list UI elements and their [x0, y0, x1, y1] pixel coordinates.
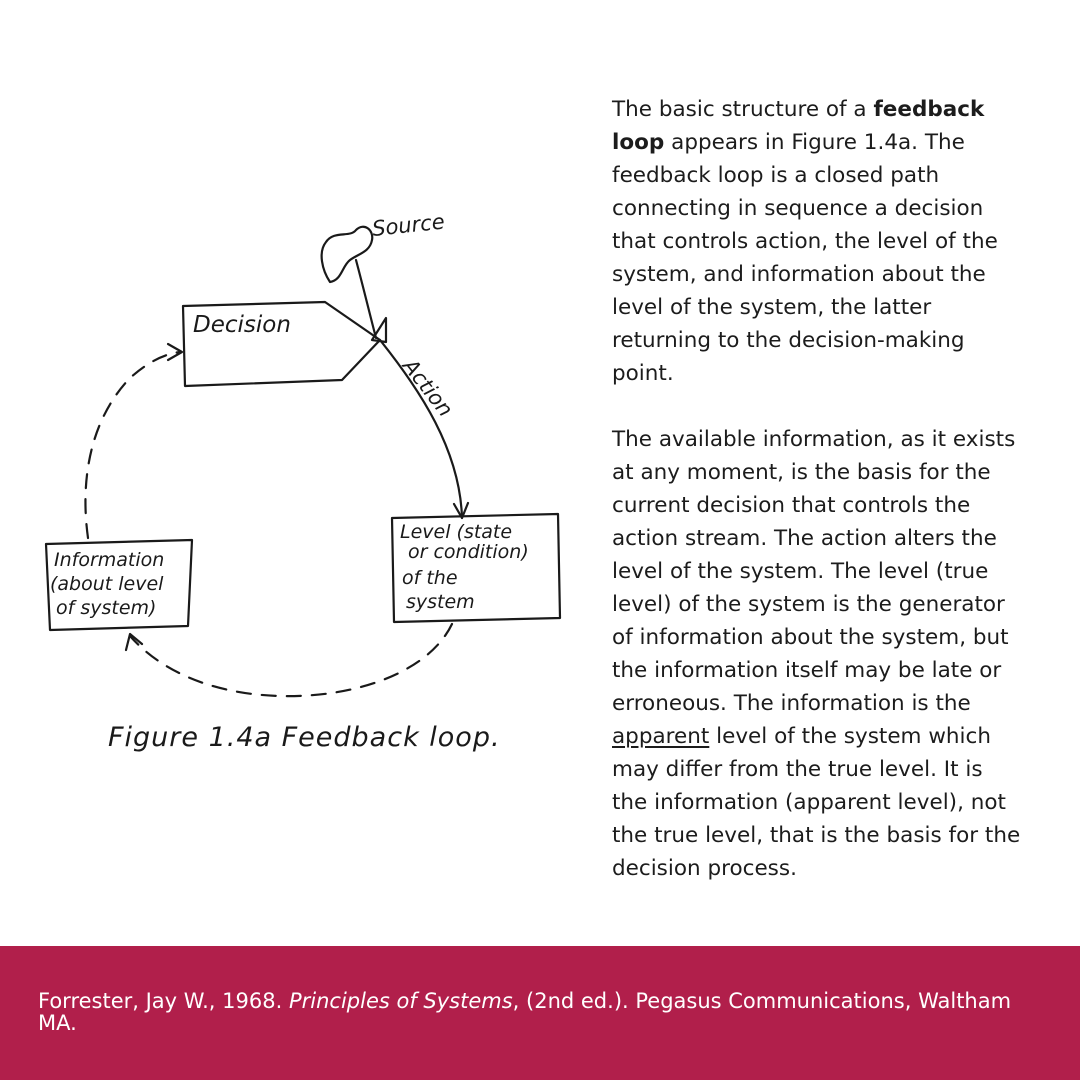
level-label-line-4: system: [406, 591, 475, 613]
action-label: Action: [398, 354, 458, 422]
description-paragraph-2: The available information, as it exists at any moment, is the basis for the current decision that controls the action stream. The action alters the level of the system. The level (true level) of the system is the generator of information about the system, but the information itself may be late or erroneous. The information is the apparent level of the system which may differ from the true level. It is the information (apparent level), not the true level, that is the basis for the decision process.: [612, 427, 1021, 881]
decision-label: Decision: [193, 312, 291, 338]
source-label: Source: [371, 209, 446, 241]
level-label-line-2: or condition): [408, 541, 529, 563]
information-label-line-2: (about level: [50, 573, 164, 595]
description-text: [612, 93, 1022, 885]
information-flow-dashed-lower: [130, 624, 452, 696]
description-paragraph-1: The basic structure of a feedback loop appears in Figure 1.4a. The feedback loop is a closed path connecting in sequence a decision that controls action, the level of the system, and information about the level of the system, the latter returning to the decision-making point.: [612, 97, 998, 386]
citation: Forrester, Jay W., 1968. Principles of Systems, (2nd ed.). Pegasus Communications, Waltham MA.: [38, 989, 1012, 1035]
source-cloud-shape: [322, 227, 373, 282]
feedback-loop-diagram: [30, 200, 590, 770]
decision-arrowhead-icon: [168, 344, 182, 360]
feedback-loop-term: feedback loop: [612, 97, 985, 155]
citation-title: Principles of Systems: [288, 989, 513, 1013]
information-label-line-1: Information: [54, 549, 165, 571]
information-flow-dashed-upper: [85, 352, 180, 538]
figure-caption: Figure 1.4a Feedback loop.: [108, 722, 501, 753]
level-label-line-3: of the: [402, 567, 458, 589]
level-label-line-1: Level (state: [400, 521, 513, 543]
information-label-line-3: of system): [56, 597, 157, 619]
information-arrowhead-icon: [126, 634, 142, 650]
apparent-term: apparent: [612, 724, 710, 749]
